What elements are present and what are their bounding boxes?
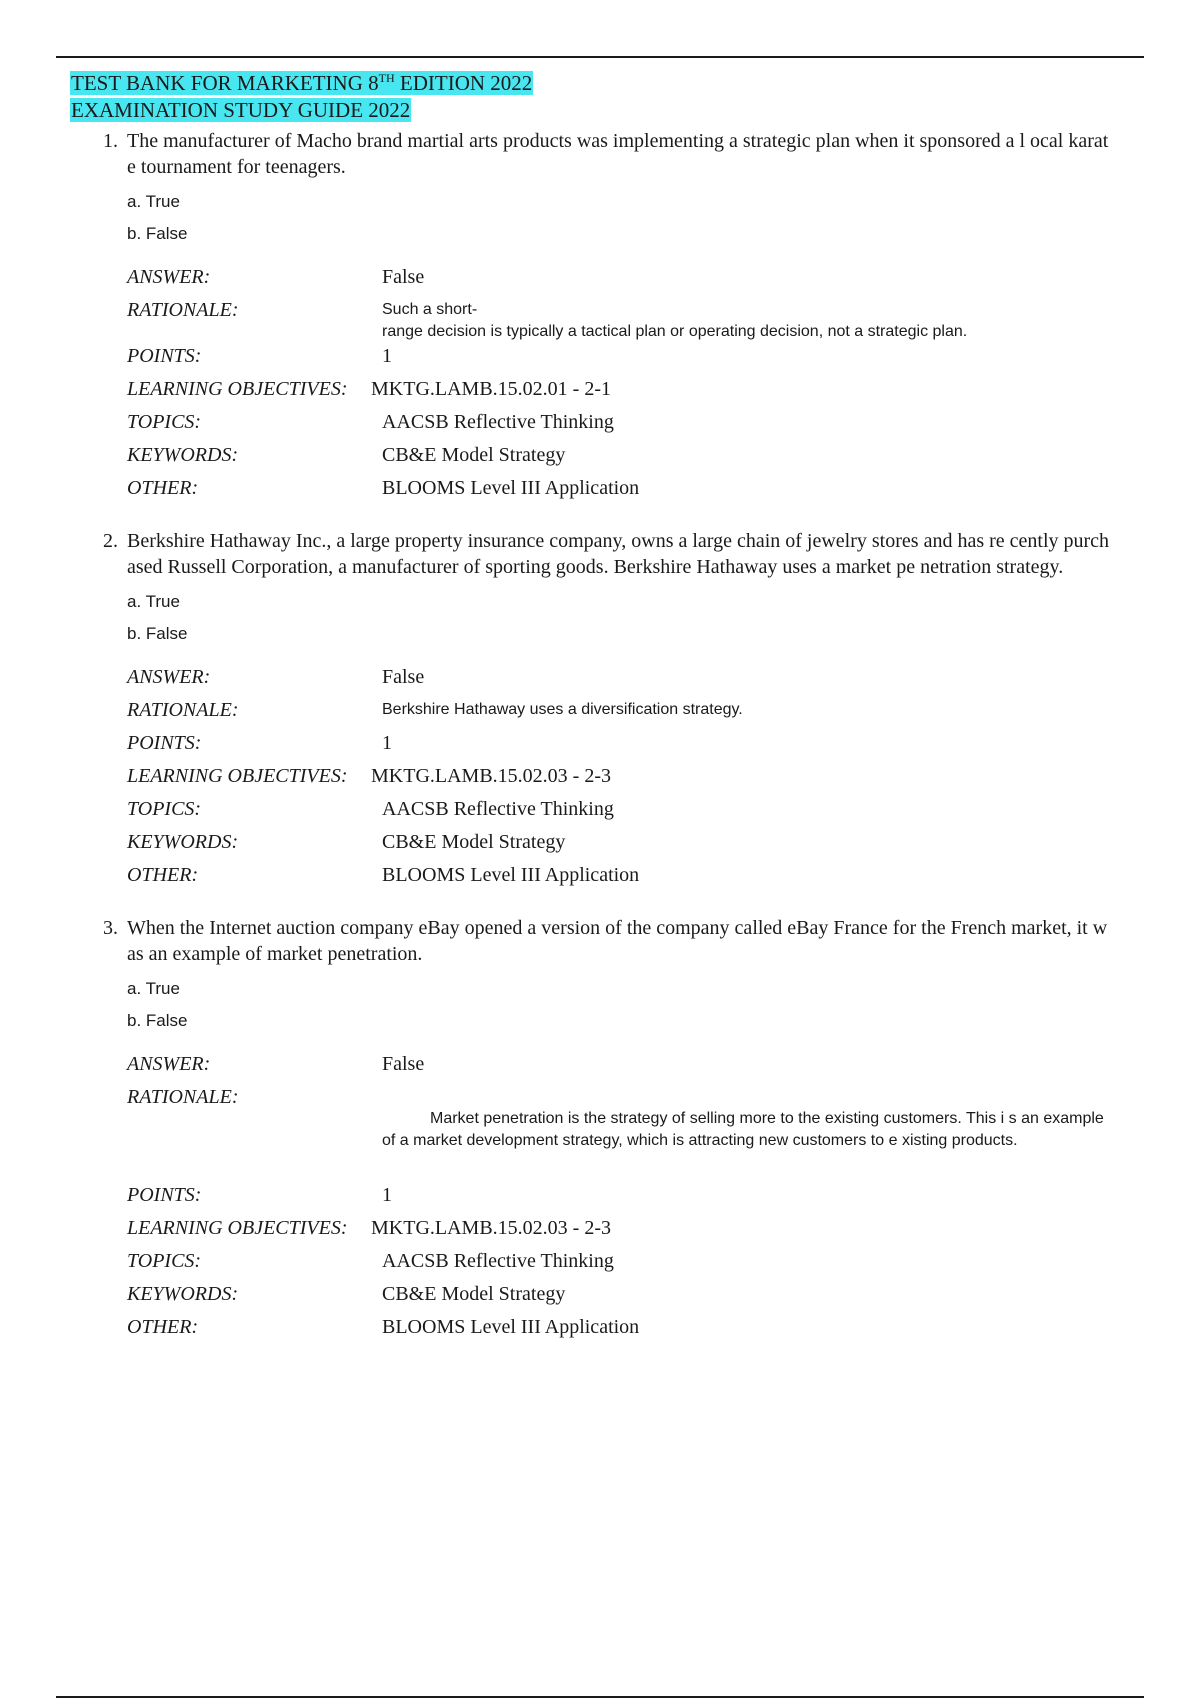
question-stem (103, 128, 1110, 180)
answer-options (127, 586, 1110, 650)
learning-objectives-label: LEARNING OBJECTIVES: (127, 765, 348, 787)
option-false: b. False (127, 1011, 188, 1030)
title-highlight-2: EXAMINATION STUDY GUIDE 2022 (71, 98, 411, 122)
option-true: a. True (127, 979, 180, 998)
topics-label: TOPICS: (127, 1250, 202, 1272)
title-highlight (70, 71, 533, 95)
points-value: 1 (382, 1184, 392, 1206)
rationale-value: Berkshire Hathaway uses a diversification strategy. (382, 701, 743, 718)
answer-label: ANSWER: (127, 1053, 211, 1075)
topics-label: TOPICS: (127, 798, 202, 820)
rationale-label: RATIONALE: (127, 299, 239, 321)
question-text: The manufacturer of Macho brand martial arts products was implementing a strategic plan when it sponsored a l ocal karate tournament for teenagers. (127, 130, 1109, 178)
other-row (127, 1314, 1110, 1347)
option-false: b. False (127, 624, 188, 643)
answer-row (127, 664, 1110, 697)
keywords-row (127, 829, 1110, 862)
topics-row (127, 796, 1110, 829)
points-value: 1 (382, 345, 392, 367)
other-value: BLOOMS Level III Application (382, 477, 640, 499)
bottom-rule (56, 1696, 1144, 1698)
other-value: BLOOMS Level III Application (382, 1316, 640, 1338)
points-row (127, 1182, 1110, 1215)
points-row (127, 343, 1110, 376)
keywords-label: KEYWORDS: (127, 1283, 239, 1305)
learning-objectives-row (127, 1215, 1110, 1248)
document-title-line-1 (70, 70, 1110, 97)
keywords-value: CB&E Model Strategy (382, 1283, 566, 1305)
learning-objectives-value: MKTG.LAMB.15.02.03 - 2-3 (371, 1217, 611, 1239)
answer-value: False (382, 266, 425, 288)
keywords-value: CB&E Model Strategy (382, 444, 566, 466)
question-stem (103, 528, 1110, 580)
other-row (127, 862, 1110, 895)
answer-row (127, 1051, 1110, 1084)
topics-label: TOPICS: (127, 411, 202, 433)
question-1 (103, 128, 1110, 508)
other-value: BLOOMS Level III Application (382, 864, 640, 886)
answer-label: ANSWER: (127, 666, 211, 688)
points-row (127, 730, 1110, 763)
question-text: Berkshire Hathaway Inc., a large property insurance company, owns a large chain of jewelry stores and has re cently purchased Russell Corporation, a manufacturer of sporting goods. Berkshire Hathaway uses a market pe netration strategy. (127, 530, 1110, 578)
rationale-label: RATIONALE: (127, 699, 239, 721)
topics-value: AACSB Reflective Thinking (382, 1250, 614, 1272)
other-label: OTHER: (127, 477, 199, 499)
topics-value: AACSB Reflective Thinking (382, 411, 614, 433)
answer-options (127, 186, 1110, 250)
other-row (127, 475, 1110, 508)
points-label: POINTS: (127, 1184, 202, 1206)
other-label: OTHER: (127, 1316, 199, 1338)
rationale-label: RATIONALE: (127, 1086, 239, 1108)
title-text-post: EDITION 2022 (394, 71, 533, 95)
rationale-value: Market penetration is the strategy of selling more to the existing customers. This i s an example of a market development strategy, which is attracting new customers to e xisting products. (382, 1110, 1104, 1149)
points-label: POINTS: (127, 732, 202, 754)
learning-objectives-label: LEARNING OBJECTIVES: (127, 378, 348, 400)
option-false: b. False (127, 224, 188, 243)
rationale-row (127, 697, 1110, 730)
question-text: When the Internet auction company eBay opened a version of the company called eBay France for the French market, it was an example of market penetration. (127, 917, 1108, 965)
option-true: a. True (127, 592, 180, 611)
document-page (70, 70, 1110, 1347)
points-label: POINTS: (127, 345, 202, 367)
title-superscript: TH (378, 71, 395, 85)
answer-label: ANSWER: (127, 266, 211, 288)
keywords-row (127, 442, 1110, 475)
answer-row (127, 264, 1110, 297)
question-number: 1. (103, 130, 118, 152)
rationale-row (127, 297, 1110, 343)
document-title-line-2 (70, 97, 1110, 124)
learning-objectives-row (127, 763, 1110, 796)
keywords-row (127, 1281, 1110, 1314)
question-2 (103, 528, 1110, 895)
rationale-row (127, 1084, 1110, 1182)
rationale-value: Such a short- range decision is typically a tactical plan or operating decision, not a strategic plan. (382, 301, 968, 340)
question-3 (103, 915, 1110, 1347)
topics-row (127, 409, 1110, 442)
title-text-pre: TEST BANK FOR MARKETING 8 (71, 71, 379, 95)
topics-value: AACSB Reflective Thinking (382, 798, 614, 820)
question-spacer (70, 895, 1110, 915)
question-stem (103, 915, 1110, 967)
question-number: 2. (103, 530, 118, 552)
learning-objectives-row (127, 376, 1110, 409)
question-spacer (70, 508, 1110, 528)
learning-objectives-label: LEARNING OBJECTIVES: (127, 1217, 348, 1239)
topics-row (127, 1248, 1110, 1281)
learning-objectives-value: MKTG.LAMB.15.02.01 - 2-1 (371, 378, 611, 400)
question-metadata (127, 1051, 1110, 1347)
top-rule (56, 56, 1144, 58)
keywords-value: CB&E Model Strategy (382, 831, 566, 853)
answer-value: False (382, 1053, 425, 1075)
question-number: 3. (103, 917, 118, 939)
answer-value: False (382, 666, 425, 688)
answer-options (127, 973, 1110, 1037)
points-value: 1 (382, 732, 392, 754)
keywords-label: KEYWORDS: (127, 444, 239, 466)
keywords-label: KEYWORDS: (127, 831, 239, 853)
learning-objectives-value: MKTG.LAMB.15.02.03 - 2-3 (371, 765, 611, 787)
question-metadata (127, 264, 1110, 508)
other-label: OTHER: (127, 864, 199, 886)
option-true: a. True (127, 192, 180, 211)
question-metadata (127, 664, 1110, 895)
